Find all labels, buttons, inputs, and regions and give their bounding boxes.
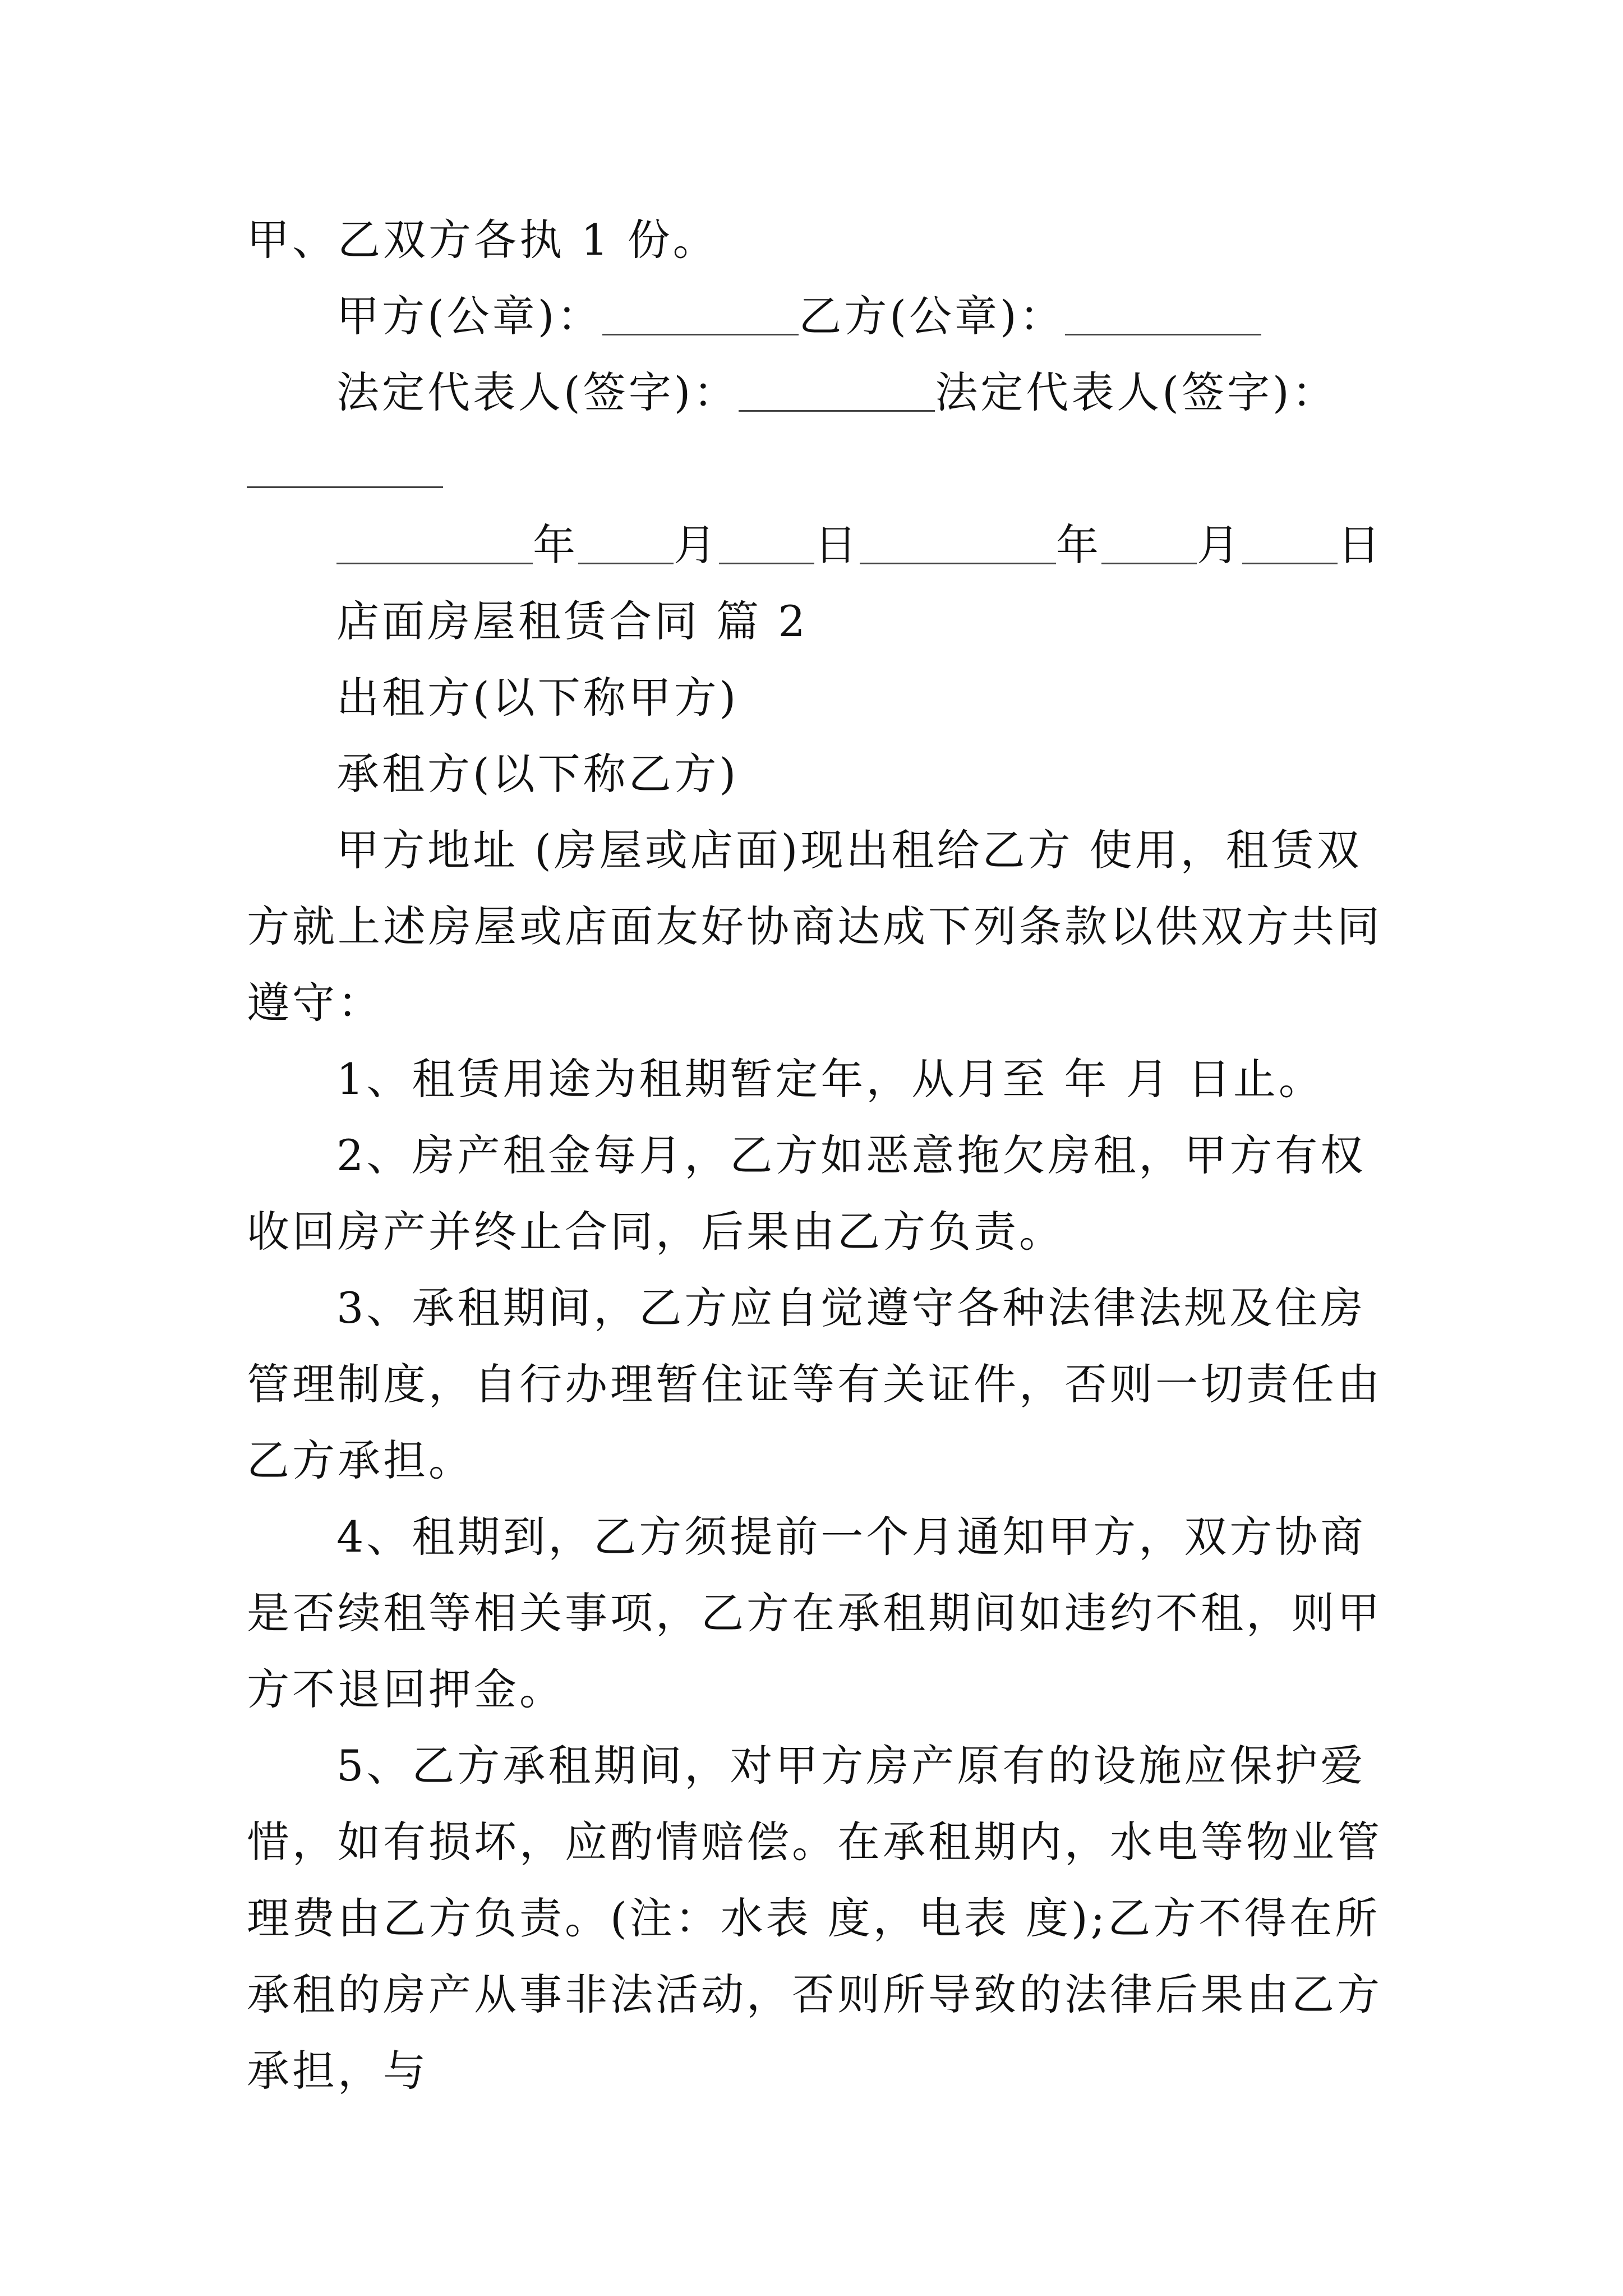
rep-b-blank bbox=[247, 447, 443, 488]
seal-line bbox=[247, 278, 1391, 355]
rep-a-label: 法定代表人(签字)： bbox=[336, 367, 739, 417]
section-heading: 店面房屋租赁合同 篇 2 bbox=[336, 596, 808, 646]
date-a-month-blank bbox=[578, 523, 674, 564]
party-b-seal-label: 乙方(公章)： bbox=[799, 291, 1065, 341]
clause-2: 2、房产租金每月，乙方如恶意拖欠房租，甲方有权收回房产并终止合同，后果由乙方负责。 bbox=[247, 1130, 1366, 1257]
lessee-line: 承租方(以下称乙方) bbox=[336, 749, 739, 799]
rep-a-blank bbox=[739, 371, 935, 412]
lessor-line: 出租方(以下称甲方) bbox=[336, 673, 739, 723]
date-b-day-blank bbox=[1242, 523, 1338, 564]
clause-5: 5、乙方承租期间，对甲方房产原有的设施应保护爱惜，如有损坏，应酌情赔偿。在承租期内，水电等物业管理费由乙方负责。(注：水表 度，电表 度);乙方不得在所承租的房产从事非法活动，否则所导致的法律后果由乙方承担，与 bbox=[247, 1741, 1382, 2096]
party-b-seal-blank bbox=[1065, 295, 1261, 335]
party-a-seal-blank bbox=[602, 295, 799, 335]
copies-line: 甲、乙双方各执 1 份。 bbox=[247, 215, 718, 265]
date-line: 年 月 日 年 月 日 bbox=[247, 507, 1391, 583]
clause-1: 1、租赁用途为租期暂定年，从月至 年 月 日止。 bbox=[336, 1054, 1324, 1104]
document-body bbox=[247, 202, 1391, 2109]
party-a-seal-label: 甲方(公章)： bbox=[336, 291, 603, 341]
date-b-month-blank bbox=[1101, 523, 1197, 564]
rep-b-blank-line bbox=[247, 431, 1391, 507]
date-a-year-blank bbox=[336, 523, 533, 564]
clause-3: 3、承租期间，乙方应自觉遵守各种法律法规及住房管理制度，自行办理暂住证等有关证件，否则一切责任由乙方承担。 bbox=[247, 1283, 1382, 1485]
clause-4: 4、租期到，乙方须提前一个月通知甲方，双方协商是否续租等相关事项，乙方在承租期间如违约不租，则甲方不退回押金。 bbox=[247, 1512, 1382, 1714]
intro-paragraph: 甲方地址 (房屋或店面)现出租给乙方 使用，租赁双方就上述房屋或店面友好协商达成下列条款以供双方共同遵守： bbox=[247, 825, 1382, 1028]
date-b-year-blank bbox=[860, 523, 1056, 564]
rep-b-label: 法定代表人(签字)： bbox=[935, 367, 1338, 417]
date-a-day-blank bbox=[719, 523, 814, 564]
representative-line bbox=[247, 355, 1391, 431]
